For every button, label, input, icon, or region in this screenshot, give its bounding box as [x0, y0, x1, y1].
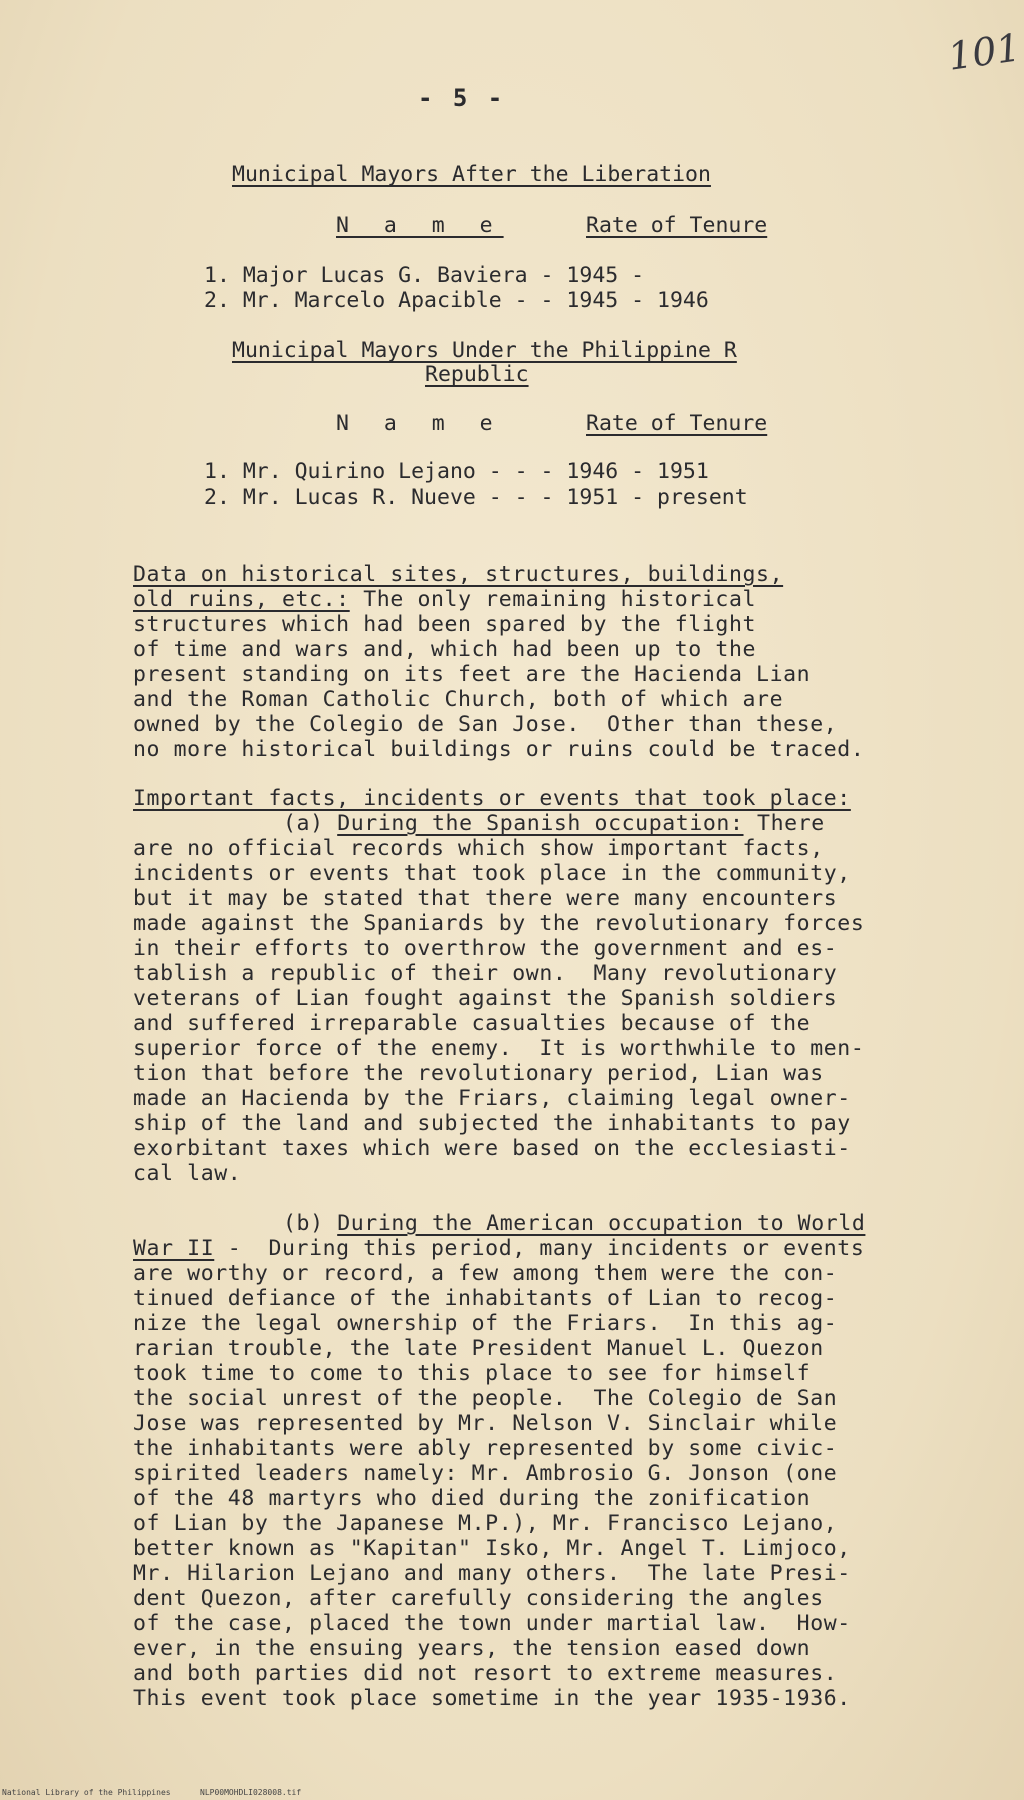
footer-source: National Library of the Philippines: [2, 1788, 171, 1797]
section1-title: Municipal Mayors After the Liberation: [232, 162, 711, 187]
paragraph-line: of the case, placed the town under martial law. How-: [133, 1611, 851, 1636]
paragraph-line: the social unrest of the people. The Colegio de San: [133, 1386, 838, 1411]
paragraph-line: the inhabitants were ably represented by some civic-: [133, 1436, 838, 1461]
paragraph-line: ship of the land and subjected the inhabitants to pay: [133, 1111, 851, 1136]
subsection-a-heading: (a) During the Spanish occupation: There: [283, 811, 825, 836]
section2-row: 2. Mr. Lucas R. Nueve - - - 1951 - present: [204, 485, 748, 510]
section2-row: 1. Mr. Quirino Lejano - - - 1946 - 1951: [204, 459, 709, 484]
paragraph-line: of Lian by the Japanese M.P.), Mr. Francisco Lejano,: [133, 1511, 838, 1536]
paragraph-line: structures which had been spared by the flight: [133, 612, 757, 637]
paragraph-line: ever, in the ensuing years, the tension eased down: [133, 1636, 811, 1661]
section1-col-tenure: Rate of Tenure: [586, 213, 768, 238]
paragraph-line: nize the legal ownership of the Friars. In this ag-: [133, 1311, 838, 1336]
paragraph-line: tion that before the revolutionary period, Lian was: [133, 1061, 824, 1086]
paragraph-line: but it may be stated that there were many encounters: [133, 886, 838, 911]
historical-sites-heading-line2: old ruins, etc.: The only remaining historical: [133, 587, 757, 612]
section2-title-line1: Municipal Mayors Under the Philippine R: [232, 338, 737, 363]
paragraph-line: Mr. Hilarion Lejano and many others. The late Presi-: [133, 1561, 851, 1586]
paragraph-line: and the Roman Catholic Church, both of which are: [133, 687, 784, 712]
paragraph-line: tinued defiance of the inhabitants of Lian to recog-: [133, 1286, 838, 1311]
paragraph-line: veterans of Lian fought against the Spanish soldiers: [133, 986, 838, 1011]
paragraph-line: are no official records which show important facts,: [133, 836, 824, 861]
paragraph-line: cal law.: [133, 1161, 242, 1186]
subsection-b-heading: (b) During the American occupation to World: [283, 1211, 866, 1236]
subsection-b-heading-line2: War II - During this period, many incidents or events: [133, 1236, 865, 1261]
section2-title-line2: Republic: [425, 362, 529, 387]
footer-filename: NLP00MOHDLI028008.tif: [200, 1788, 302, 1797]
paragraph-line: rarian trouble, the late President Manuel L. Quezon: [133, 1336, 824, 1361]
paragraph-line: of the 48 martyrs who died during the zonification: [133, 1486, 811, 1511]
paragraph-line: of time and wars and, which had been up to the: [133, 637, 757, 662]
paragraph-line: present standing on its feet are the Hacienda Lian: [133, 662, 811, 687]
paragraph-line: and suffered irreparable casualties because of the: [133, 1011, 811, 1036]
page-number: - 5 -: [418, 84, 506, 112]
section1-row: 2. Mr. Marcelo Apacible - - 1945 - 1946: [204, 288, 709, 313]
paragraph-line: spirited leaders namely: Mr. Ambrosio G. Jonson (one: [133, 1461, 838, 1486]
paragraph-line: better known as "Kapitan" Isko, Mr. Angel T. Limjoco,: [133, 1536, 851, 1561]
section1-row: 1. Major Lucas G. Baviera - 1945 -: [204, 263, 645, 288]
handwritten-page-number: 101: [945, 25, 1024, 79]
section1-col-name: N a m e: [336, 213, 504, 238]
paragraph-line: and both parties did not resort to extreme measures.: [133, 1661, 838, 1686]
paragraph-line: are worthy or record, a few among them were the con-: [133, 1261, 838, 1286]
paragraph-line: made against the Spaniards by the revolutionary forces: [133, 911, 865, 936]
section2-col-name: N a m e: [336, 411, 504, 436]
paragraph-line: took time to come to this place to see for himself: [133, 1361, 811, 1386]
paragraph-line: dent Quezon, after carefully considering the angles: [133, 1586, 824, 1611]
paragraph-line: This event took place sometime in the year 1935-1936.: [133, 1686, 851, 1711]
paragraph-line: made an Hacienda by the Friars, claiming legal owner-: [133, 1086, 851, 1111]
paragraph-line: tablish a republic of their own. Many revolutionary: [133, 961, 838, 986]
historical-sites-heading: Data on historical sites, structures, buildings,: [133, 562, 784, 587]
paragraph-line: exorbitant taxes which were based on the ecclesiasti-: [133, 1136, 851, 1161]
paragraph-line: Jose was represented by Mr. Nelson V. Sinclair while: [133, 1411, 838, 1436]
paragraph-line: no more historical buildings or ruins could be traced.: [133, 737, 865, 762]
paragraph-line: owned by the Colegio de San Jose. Other than these,: [133, 712, 838, 737]
paragraph-line: in their efforts to overthrow the government and es-: [133, 936, 838, 961]
important-facts-heading: Important facts, incidents or events that took place:: [133, 786, 851, 811]
paragraph-line: incidents or events that took place in the community,: [133, 861, 851, 886]
paragraph-line: superior force of the enemy. It is worthwhile to men-: [133, 1036, 865, 1061]
section2-col-tenure: Rate of Tenure: [586, 411, 768, 436]
